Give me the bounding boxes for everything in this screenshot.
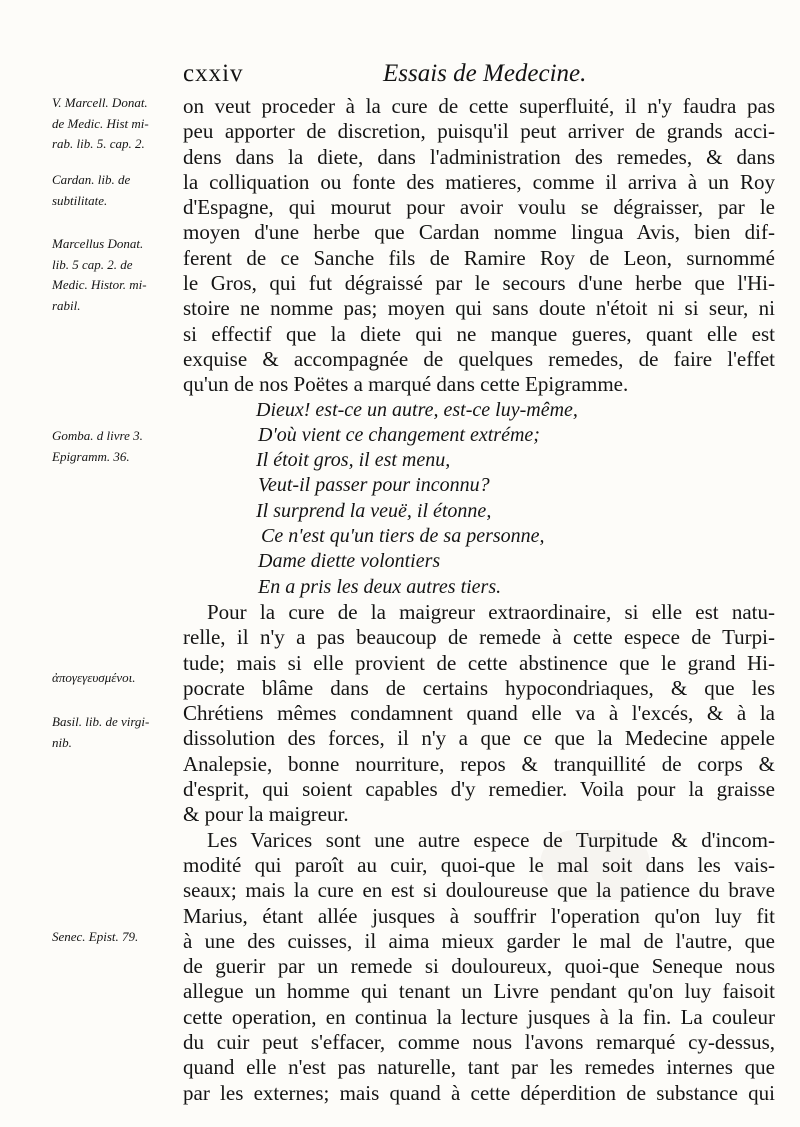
text-line: de guerir par un remede si douloureux, quoi-que Seneque nous <box>183 954 775 979</box>
margin-line: Epigramm. 36. <box>52 448 130 464</box>
text-line: moyen d'une herbe que Cardan nomme lingua Avis, bien dif- <box>183 220 775 245</box>
text-line: cette operation, en continua la lecture jusques à la fin. La couleur <box>183 1004 775 1029</box>
text-line: la colliquation ou fonte des matieres, comme il arriva à un Roy <box>183 169 775 194</box>
margin-line: subtilitate. <box>52 192 108 208</box>
verse-line: En a pris les deux autres tiers. <box>258 575 502 598</box>
text-line: exquise & accompagnée de quelques remedes, de faire l'effet <box>183 346 775 371</box>
text-line: à une des cuisses, il aima mieux garder le mal de l'autre, que <box>183 928 775 953</box>
verse-line: Il surprend la veuë, il étonne, <box>256 499 492 522</box>
text-line: Les Varices sont une autre espece de Turpitude & d'incom- <box>207 827 775 852</box>
text-line: dens dans la diete, dans l'administration des remedes, & dans <box>183 144 775 169</box>
text-line: Analepsie, bonne nourriture, repos & tranquillité de corps & <box>183 751 775 776</box>
text-line: le Gros, qui fut dégraissé par le secours d'une herbe que l'Hi- <box>183 271 775 296</box>
margin-line: ἀπογεγευσμένοι. <box>52 670 136 685</box>
text-line: ferent de ce Sanche fils de Ramire Roy de Leon, surnommé <box>183 245 775 270</box>
text-line: dissolution des forces, il n'y a que ce que la Medecine appele <box>183 726 775 751</box>
text-line: Chrétiens mêmes condamnent quand elle va à l'excés, & à la <box>183 701 775 726</box>
verse-line: Dieux! est-ce un autre, est-ce luy-même, <box>256 398 578 421</box>
margin-line: V. Marcell. Donat. <box>52 95 148 110</box>
margin-line: rab. lib. 5. cap. 2. <box>52 136 145 151</box>
text-line: d'Espagne, qui mourut pour avoir voulu se dégraisser, par le <box>183 195 775 220</box>
text-line: peu apporter de discretion, puisqu'il peut arriver de grands acci- <box>183 119 775 144</box>
verse-line: Veut-il passer pour inconnu? <box>258 474 490 497</box>
margin-note-marcellus-1 <box>52 93 178 155</box>
text-line: pocrate blâme dans de certains hypocondriaques, & que les <box>183 675 775 700</box>
margin-note-gombauld <box>52 426 178 467</box>
verse-line: Il étoit gros, il est menu, <box>256 449 451 472</box>
text-line: d'esprit, qui soient capables d'y remedier. Voila pour la graisse <box>183 777 775 802</box>
text-line: relle, il n'y a pas beaucoup de remede à cette espece de Turpi- <box>183 625 775 650</box>
margin-line: Medic. Histor. mi- <box>52 277 147 292</box>
margin-note-marcellus-2 <box>52 234 178 316</box>
verse-line: D'où vient ce changement extréme; <box>258 423 540 446</box>
page-number: cxxiv <box>183 60 244 87</box>
text-line: quand elle n'est pas naturelle, tant par les remedes internes que <box>183 1055 775 1080</box>
margin-line: nib. <box>52 734 72 750</box>
text-line: on veut proceder à la cure de cette superfluité, il n'y faudra pas <box>183 94 775 118</box>
margin-line: de Medic. Hist mi- <box>52 115 149 131</box>
margin-note-seneca <box>52 927 178 948</box>
text-line: par les externes; mais quand à cette déperdition de substance qui <box>183 1080 775 1105</box>
margin-line: Cardan. lib. de <box>52 172 131 187</box>
page-header <box>183 60 773 94</box>
text-line: modité qui paroît au cuir, quoi-que le mal soit dans les vais- <box>183 852 775 877</box>
running-head: Essais de Medecine. <box>383 60 587 87</box>
margin-line: rabil. <box>52 297 81 313</box>
text-line: du cuir peut s'effacer, comme nous l'avons remarqué cy-dessus, <box>183 1029 775 1054</box>
margin-line: Senec. Epist. 79. <box>52 929 139 944</box>
margin-note-greek <box>52 668 178 689</box>
text-line: si effectif que la diete qui ne manque gueres, quant elle est <box>183 321 775 346</box>
text-line: Pour la cure de la maigreur extraordinaire, si elle est natu- <box>207 599 775 624</box>
main-text <box>183 94 775 1106</box>
text-line: & pour la maigreur. <box>183 802 349 827</box>
margin-line: Marcellus Donat. <box>52 236 144 251</box>
text-line: tude; mais si elle provient de cette abstinence que le grand Hi- <box>183 650 775 675</box>
text-line: Marius, étant allée jusques à souffrir l'operation qu'on luy fit <box>183 903 775 928</box>
margin-note-cardan <box>52 170 178 211</box>
margin-line: lib. 5 cap. 2. de <box>52 256 133 272</box>
margin-line: Gomba. d livre 3. <box>52 428 143 443</box>
text-line: seaux; mais la cure en est si douloureuse que la patience du brave <box>183 878 775 903</box>
text-line: qu'un de nos Poëtes a marqué dans cette Epigramme. <box>183 372 629 397</box>
text-line: allegue un homme qui tenant un Livre pendant qu'on luy faisoit <box>183 979 775 1004</box>
text-line: stoire ne nomme pas; moyen qui sans doute n'étoit ni si seur, ni <box>183 296 775 321</box>
margin-note-basil <box>52 712 178 753</box>
margin-line: Basil. lib. de virgi- <box>52 714 150 729</box>
verse-line: Ce n'est qu'un tiers de sa personne, <box>261 525 545 548</box>
verse-line: Dame diette volontiers <box>258 550 441 573</box>
